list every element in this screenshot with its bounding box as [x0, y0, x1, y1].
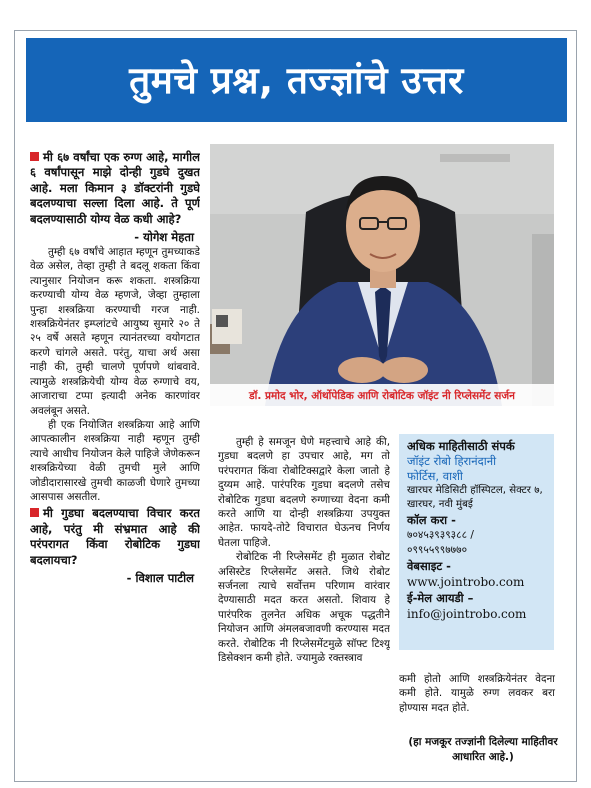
right-column-text — [399, 672, 555, 715]
doctor-portrait-illustration — [210, 144, 554, 406]
website-label: वेबसाइट - — [407, 559, 451, 573]
phone-number-2: ०९९५५९९७७७० — [407, 544, 468, 556]
red-square-bullet-icon — [30, 152, 39, 161]
answer-1-para-2: ही एक नियोजित शस्त्रक्रिया आहे आणि आपत्कालीन शस्त्रक्रिया नाही म्हणून तुम्ही त्याचे आधीच नियोजन केले पाहिजे जेणेकरून शस्त्रक्रियेच्या वेळी तुमची मुले आणि जोडीदारासारखे तुमची काळजी घेणारे तुमच्या आसपास असतील. — [30, 418, 200, 503]
contact-heading: अधिक माहितीसाठी संपर्क — [407, 439, 515, 453]
hospital-address: खारघर मेडिसिटी हॉस्पिटल, सेक्टर ७, खारघर, नवी मुंबई — [407, 485, 543, 510]
answer-1-para-1: तुम्ही ६७ वर्षांचे आहात म्हणून तुमच्याकडे वेळ असेल, तेव्हा तुम्ही ते बदलू शकता किंवा त्यानुसार नियोजन करू शकता. शस्त्रक्रिया करण्याची योग्य वेळ म्हणजे, जेव्हा तुम्हाला पुन्हा शस्त्रक्रिया करण्याची गरज नाही. शस्त्रक्रियेनंतर इम्प्लांटचे आयुष्य सुमारे २० ते २५ वर्षे असते म्हणून त्यानंतरच्या वयोगटात करणे चांगले असते. परंतु, याचा अर्थ असा नाही की, तुम्ही चालणे पूर्णपणे थांबवावे. त्यामुळे शस्त्रक्रियेची योग्य वेळ रुग्णाचे वय, आजाराचा टप्पा इत्यादी अनेक कारणांवर अवलंबून असते. — [30, 246, 200, 417]
headline-banner — [26, 38, 567, 122]
website-link[interactable]: www.jointrobo.com — [407, 575, 525, 589]
answer-2-para-1: तुम्ही हे समजून घेणे महत्त्वाचे आहे की, गुडघा बदलणे हा उपचार आहे, मग तो परंपरागत किंवा रोबोटिक्सद्वारे केला जातो हे दुय्यम आहे. पारंपरिक गुडघा बदलणे तसेच रोबोटिक गुडघा बदलणे रुग्णाच्या वेदना कमी करते आणि या दोन्ही शस्त्रक्रिया उपयुक्त आहेत. फायदे-तोटे विचारात घेऊनच निर्णय घेतला पाहिजे. — [218, 436, 390, 549]
middle-column — [218, 435, 390, 775]
answer-2-para-3: कमी होतो आणि शस्त्रक्रियेनंतर वेदना कमी होते. यामुळे रुग्ण लवकर बरा होण्यास मदत होते. — [399, 673, 555, 714]
disclaimer: (हा मजकूर तज्ज्ञांनी दिलेल्या माहितीवर आधारित आहे.) — [408, 736, 558, 763]
asker-1: - योगेश मेहता — [134, 230, 194, 245]
email-link[interactable]: info@jointrobo.com — [407, 607, 527, 621]
call-label: कॉल करा - — [407, 513, 456, 527]
contact-info-box — [399, 434, 554, 650]
question-2: मी गुडघा बदलण्याचा विचार करत आहे, परंतु मी संभ्रमात आहे की परंपरागत किंवा रोबोटिक गुडघा बदलायचा? — [30, 506, 200, 567]
doctor-photo — [210, 144, 554, 406]
headline: तुमचे प्रश्न, तज्ज्ञांचे उत्तर — [129, 58, 464, 102]
asker-2: - विशाल पाटील — [126, 570, 194, 585]
phone-number-1: ७०४५३९३९३८८ / — [407, 529, 474, 541]
hospital-name-line-1: जॉइंट रोबो हिरानंदानी — [407, 454, 497, 468]
left-column — [30, 150, 200, 778]
email-label: ई-मेल आयडी – — [407, 591, 474, 605]
question-1: मी ६७ वर्षांचा एक रुग्ण आहे, मागील ६ वर्षांपासून माझे दोन्ही गुडघे दुखत आहे. मला किमान ३ डॉक्टरांनी गुडघे बदलण्याचा सल्ला दिला आहे. ते पूर्ण बदलण्यासाठी योग्य वेळ कधी आहे? — [30, 150, 200, 226]
hospital-name-line-2: फोर्टिस, वाशी — [407, 469, 463, 483]
red-square-bullet-icon — [30, 508, 39, 517]
photo-caption: डॉ. प्रमोद भोर, ऑर्थोपेडिक आणि रोबोटिक जॉइंट नी रिप्लेसमेंट सर्जन — [210, 384, 554, 407]
answer-2-para-2: रोबोटिक नी रिप्लेसमेंट ही मुळात रोबोट असिस्टेड रिप्लेसमेंट असते. जिथे रोबोट सर्जनला त्याचे सर्वोत्तम परिणाम वारंवार देण्यासाठी मदत करत असतो. शिवाय हे पारंपरिक तुलनेत अधिक अचूक पद्धतीने नियोजन आणि अंमलबजावणी करण्यास मदत करते. रोबोटिक नी रिप्लेसमेंटमुळे सॉफ्ट टिश्यू डिसेक्शन कमी होते. ज्यामुळे रक्तस्त्राव — [218, 551, 390, 665]
